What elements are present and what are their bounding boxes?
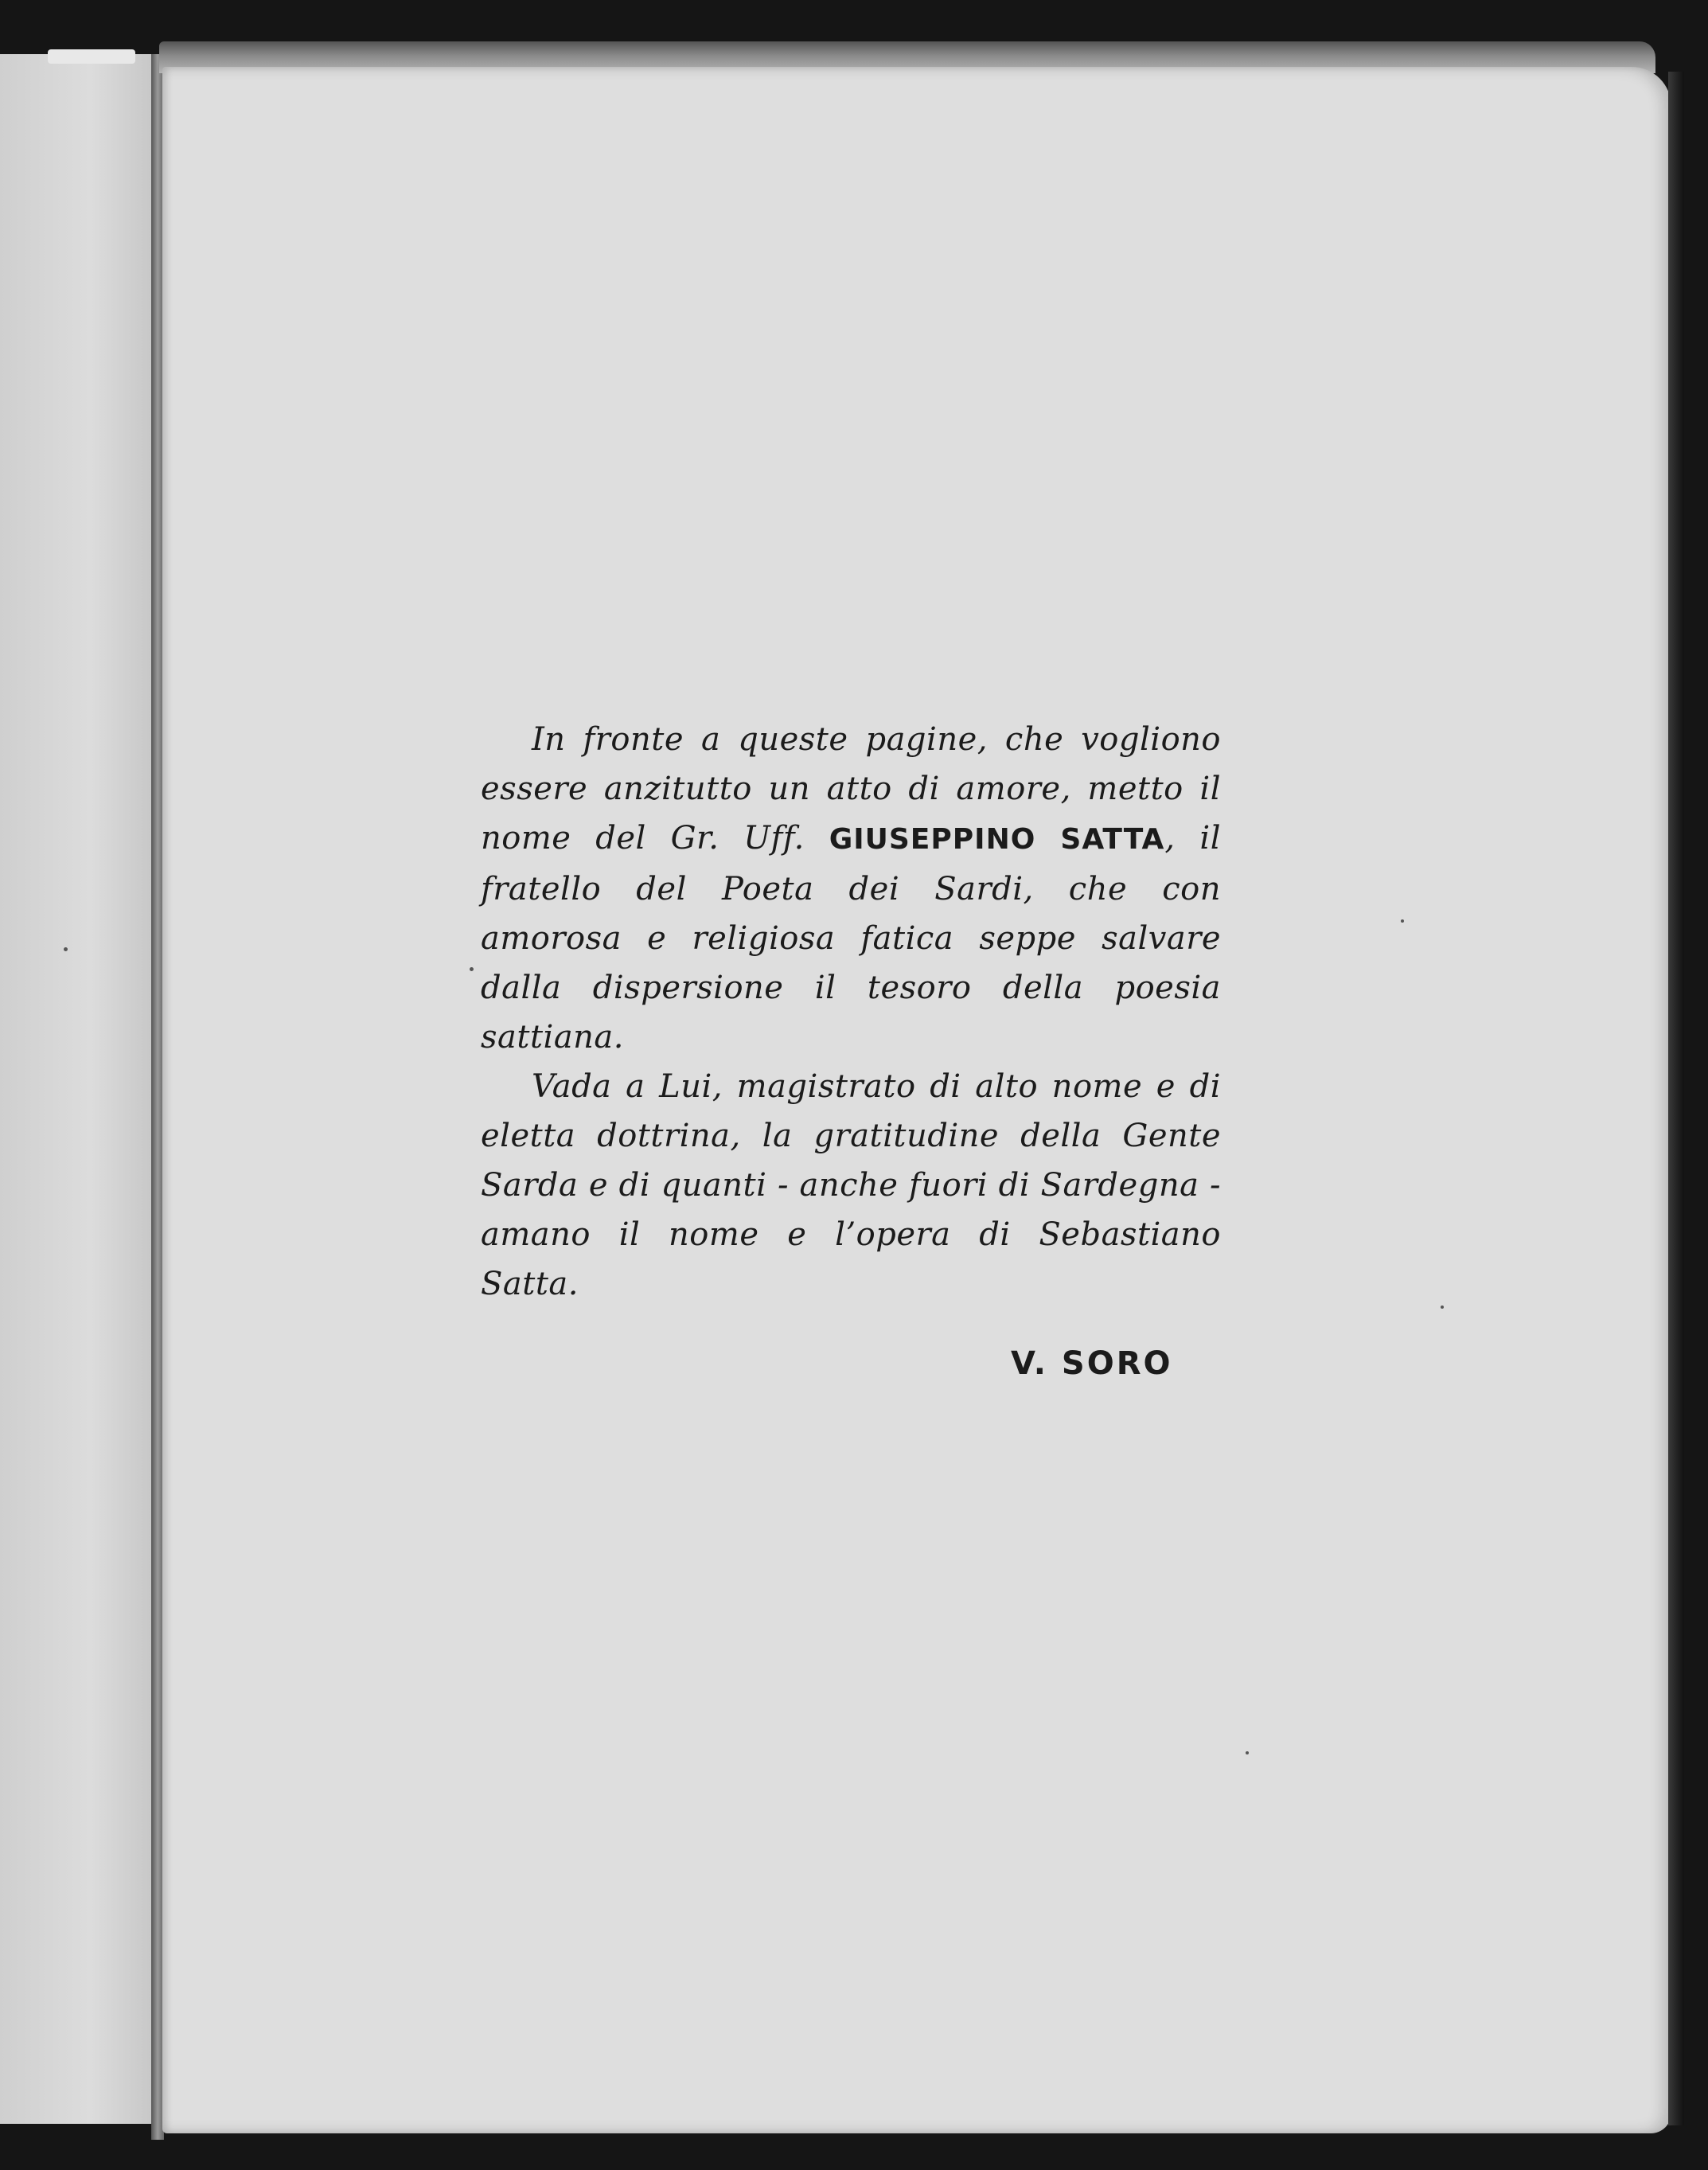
left-page-torn-edge bbox=[48, 49, 135, 64]
dedication-paragraph-2: Vada a Lui, magistrato di alto nome e di eletta dottrina, la gratitudine della Gente Sarda e di quanti - anche fuori di Sardegna - amano il nome e l’opera di Sebastiano Satta. bbox=[481, 1068, 1221, 1302]
paper-speck bbox=[1246, 1751, 1249, 1754]
signature: V. SORO bbox=[1011, 1345, 1173, 1382]
right-edge-shadow bbox=[1668, 72, 1684, 2125]
left-page bbox=[0, 54, 151, 2124]
dedication-p1-end: , il fratello del Poeta dei Sardi, che con amorosa e religiosa fatica seppe salvare dalla dispersione il tesoro della poesia sattiana. bbox=[481, 820, 1221, 1056]
paper-speck bbox=[1441, 1306, 1444, 1309]
dedication-text bbox=[481, 715, 1221, 1309]
dedication-p1-start: In fronte a queste pagine, che vogliono essere anzitutto un atto di amore, metto il nome del Gr. Uff. bbox=[481, 721, 1221, 857]
paper-speck bbox=[1401, 919, 1404, 923]
dedication-paragraph-1 bbox=[481, 715, 1221, 1062]
dedicatee-name: GIUSEPPINO SATTA bbox=[829, 823, 1165, 856]
paper-speck bbox=[470, 967, 474, 971]
paper-speck bbox=[64, 947, 68, 951]
